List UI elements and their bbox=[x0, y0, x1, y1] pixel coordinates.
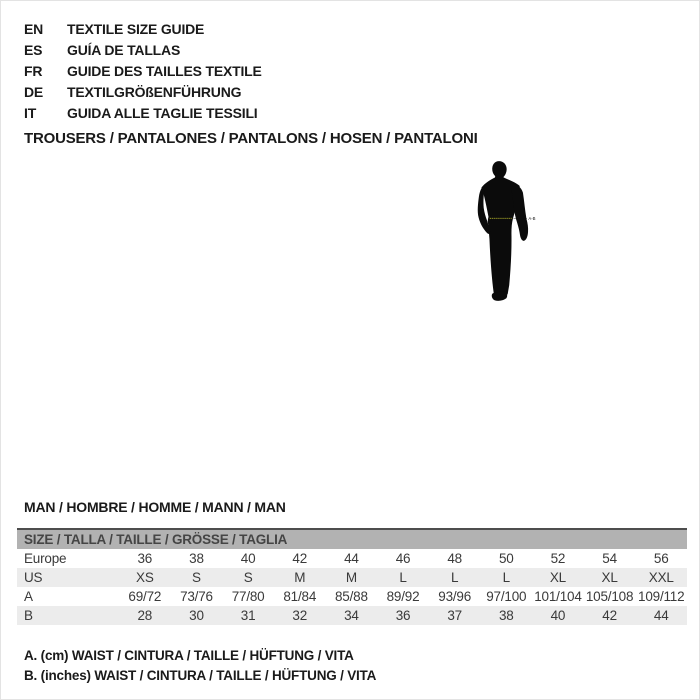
table-cell: S bbox=[243, 570, 253, 585]
table-row-europe bbox=[17, 549, 687, 568]
table-cell: 40 bbox=[240, 551, 256, 566]
table-cell: 97/100 bbox=[486, 589, 527, 604]
table-cell: 34 bbox=[344, 608, 359, 623]
man-silhouette-figure bbox=[470, 5, 690, 460]
row-label: US bbox=[24, 570, 43, 585]
table-cell: 44 bbox=[344, 551, 359, 566]
table-cell: M bbox=[294, 570, 306, 585]
table-cell: 89/92 bbox=[386, 589, 420, 604]
table-cell: 28 bbox=[137, 608, 153, 623]
table-cell: S bbox=[192, 570, 201, 585]
table-cell: 38 bbox=[189, 551, 204, 566]
table-row-a-cm bbox=[17, 587, 687, 606]
language-code: EN bbox=[24, 21, 44, 37]
category-heading: TROUSERS / PANTALONES / PANTALONS / HOSEN / PANTALONI bbox=[24, 130, 478, 147]
measure-label: A-B bbox=[528, 216, 536, 222]
table-cell: 101/104 bbox=[534, 589, 582, 604]
table-row-us bbox=[17, 568, 687, 587]
table-header-label: SIZE / TALLA / TAILLE / GRÖSSE / TAGLIA bbox=[24, 532, 288, 547]
measurement-footnotes bbox=[24, 646, 376, 686]
language-code: IT bbox=[24, 105, 37, 121]
language-row-de bbox=[24, 82, 262, 103]
row-label: B bbox=[24, 608, 33, 623]
language-code: ES bbox=[24, 42, 43, 58]
silhouette-shoe bbox=[492, 291, 507, 301]
table-cell: 38 bbox=[498, 608, 514, 623]
table-cell: 32 bbox=[292, 608, 308, 623]
language-code: DE bbox=[24, 84, 44, 100]
table-cell: 85/88 bbox=[334, 589, 368, 604]
table-cell: 31 bbox=[240, 608, 256, 623]
table-cell: XXL bbox=[648, 570, 674, 585]
table-cell: 73/76 bbox=[180, 589, 213, 604]
table-cell: 69/72 bbox=[128, 589, 162, 604]
table-cell: 77/80 bbox=[231, 589, 265, 604]
table-cell: M bbox=[345, 570, 357, 585]
table-cell: 42 bbox=[292, 551, 308, 566]
table-cell: 42 bbox=[602, 608, 617, 623]
language-row-fr bbox=[24, 61, 262, 82]
table-cell: 44 bbox=[653, 608, 669, 623]
language-label: TEXTILGRÖßENFÜHRUNG bbox=[67, 84, 242, 100]
silhouette-head bbox=[492, 161, 506, 180]
table-cell: 36 bbox=[395, 608, 411, 623]
footnote-b: B. (inches) WAIST / CINTURA / TAILLE / HÜFTUNG / VITA bbox=[24, 668, 377, 683]
size-table bbox=[17, 528, 687, 625]
table-cell: L bbox=[451, 570, 459, 585]
language-label: TEXTILE SIZE GUIDE bbox=[67, 21, 205, 37]
table-cell: 54 bbox=[602, 551, 617, 566]
table-cell: 109/112 bbox=[638, 589, 685, 604]
language-label: GUIDE DES TAILLES TEXTILE bbox=[67, 63, 262, 79]
table-cell: XS bbox=[136, 570, 154, 585]
language-row-it bbox=[24, 103, 262, 124]
table-header-row bbox=[17, 530, 687, 549]
table-cell: L bbox=[502, 570, 510, 585]
row-label: A bbox=[24, 589, 33, 604]
table-row-b-inches bbox=[17, 606, 687, 625]
table-cell: 46 bbox=[395, 551, 411, 566]
footnote-a: A. (cm) WAIST / CINTURA / TAILLE / HÜFTUNG / VITA bbox=[24, 648, 354, 663]
waist-measure-figure bbox=[470, 5, 690, 460]
table-cell: L bbox=[399, 570, 407, 585]
table-cell: XL bbox=[549, 570, 566, 585]
table-cell: 105/108 bbox=[585, 589, 634, 604]
language-row-es bbox=[24, 40, 262, 61]
table-cell: 52 bbox=[550, 551, 566, 566]
table-cell: XL bbox=[601, 570, 618, 585]
table-cell: 36 bbox=[137, 551, 153, 566]
table-cell: 37 bbox=[447, 608, 462, 623]
table-cell: 40 bbox=[550, 608, 566, 623]
table-cell: 81/84 bbox=[283, 589, 317, 604]
language-code: FR bbox=[24, 63, 43, 79]
table-cell: 48 bbox=[447, 551, 462, 566]
table-cell: 93/96 bbox=[438, 589, 472, 604]
language-label: GUÍA DE TALLAS bbox=[67, 42, 181, 58]
gender-heading: MAN / HOMBRE / HOMME / MANN / MAN bbox=[24, 499, 286, 515]
table-cell: 50 bbox=[498, 551, 514, 566]
language-list bbox=[24, 19, 262, 124]
language-row-en bbox=[24, 19, 262, 40]
language-label: GUIDA ALLE TAGLIE TESSILI bbox=[67, 105, 258, 121]
table-cell: 56 bbox=[653, 551, 669, 566]
table-cell: 30 bbox=[189, 608, 204, 623]
row-label: Europe bbox=[24, 551, 67, 566]
